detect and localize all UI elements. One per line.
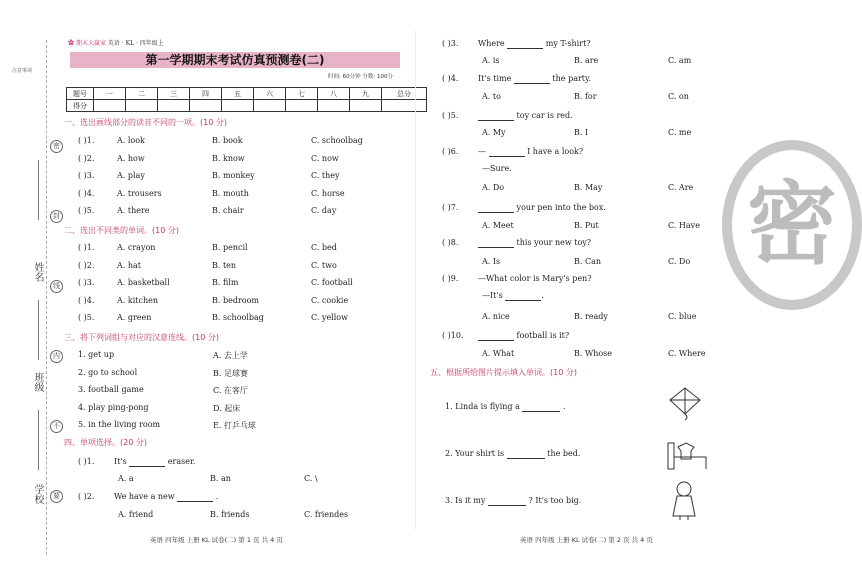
option-a[interactable]: A. trousers [117,188,162,198]
score-cell: 八 [318,88,350,100]
question-number[interactable]: ( )1. [78,457,95,466]
score-cell: 五 [222,88,254,100]
star-icon: ✿ [68,40,75,47]
option-a[interactable]: A. Meet [482,221,514,230]
name-line [38,160,39,220]
question-number[interactable]: ( )1. [78,136,95,145]
match-meaning[interactable]: C. 在客厅 [213,386,248,396]
option-c[interactable]: C. Where [668,349,706,358]
option-a[interactable]: A. Is [482,257,501,266]
stem-text: . [562,402,566,411]
reply-text: —Sure. [482,164,512,173]
score-cell: 三 [158,88,190,100]
question-number[interactable]: ( )10. [442,331,464,340]
option-b[interactable]: B. book [212,136,243,145]
seal-circle: 密 [50,140,63,153]
option-a[interactable]: A. Do [482,183,505,192]
question-stem [478,39,591,49]
score-input[interactable] [286,100,318,112]
stem-text: It's time [478,74,512,83]
option-b[interactable]: B. know [212,153,245,163]
score-cell: 六 [254,88,286,100]
score-cell: 九 [350,88,382,100]
option-c[interactable]: C. on [668,92,689,101]
score-input[interactable] [382,100,427,112]
stem-text: ? It's too big. [528,496,582,505]
fill-line [445,496,581,506]
seal-circle: 内 [50,350,63,363]
score-table [66,87,427,112]
question-number[interactable]: ( )2. [78,153,95,163]
option-b[interactable]: B. bedroom [212,295,259,305]
option-c[interactable]: C. they [311,171,340,181]
option-b[interactable]: B. for [574,92,597,101]
score-cell: 四 [190,88,222,100]
option-a[interactable]: A. there [117,206,150,216]
question-number[interactable]: ( )4. [442,74,459,83]
question-number[interactable]: ( )2. [78,260,95,270]
answer-blank[interactable] [478,238,514,248]
score-input[interactable] [126,100,158,112]
question-stem [478,331,569,341]
question-stem [478,111,573,121]
stem-text: . [215,492,219,501]
option-a[interactable]: A. play [117,171,145,181]
question-number[interactable]: ( )9. [442,274,459,283]
option-c[interactable]: C. Have [668,221,700,230]
option-b[interactable]: B. mouth [212,188,249,198]
answer-blank[interactable] [177,492,213,502]
answer-blank[interactable] [522,402,560,412]
footer-left: 英语 四年级 上册 KL 试卷(二) 第 1 页 共 4 页 [150,536,283,544]
option-c[interactable]: C. football [311,278,353,288]
seal-dashed-line [46,40,47,555]
option-c[interactable]: C. Are [668,183,694,192]
answer-blank[interactable] [507,449,545,459]
option-a[interactable]: A. hat [117,260,141,270]
option-b[interactable]: B. an [210,474,231,483]
match-meaning[interactable]: E. 打乒乓球 [213,421,256,431]
option-a[interactable]: A. crayon [117,243,156,252]
stem-text: 3. Is it my [445,496,486,505]
option-a[interactable]: A. friend [118,510,154,519]
score-cell: 总分 [382,88,427,100]
answer-blank[interactable] [489,147,525,157]
match-meaning[interactable]: B. 足球赛 [213,368,248,378]
answer-blank[interactable] [514,74,550,84]
option-b[interactable]: B. ten [212,260,237,270]
time-info: 时间: 60分钟 分数: 100分 [328,74,393,80]
option-c[interactable]: C. horse [311,188,345,198]
girl-picture [670,480,698,520]
notice-title: 注意事项 [12,68,33,74]
page-title: 第一学期期末考试仿真预测卷(二) [145,53,325,67]
option-a[interactable]: A. nice [482,312,510,321]
badge-text: 期末大赢家 [75,40,106,47]
answer-blank[interactable] [505,291,541,301]
option-c[interactable]: C. schoolbag [311,136,363,145]
option-a[interactable]: A. green [117,313,152,323]
option-b[interactable]: B. Can [574,257,602,266]
match-meaning[interactable]: D. 起床 [213,403,241,413]
reply-text: —It's [482,291,503,300]
option-c[interactable]: C. \ [304,474,318,483]
question-number[interactable]: ( )3. [442,39,459,48]
option-b[interactable]: B. Put [574,221,599,230]
header-badge [68,38,164,47]
section-5-heading: 五、根据所给图片提示填入单词。(10 分) [430,368,577,377]
option-b[interactable]: B. are [574,56,599,65]
option-c[interactable]: C. now [311,153,339,163]
question-stem [478,274,592,283]
option-c[interactable]: C. am [668,56,692,65]
option-b[interactable]: B. ready [574,312,608,321]
option-a[interactable]: A. look [117,136,145,145]
stem-text: football is it? [516,331,570,340]
option-b[interactable]: B. film [212,278,239,288]
stem-text: It's [114,457,127,466]
match-meaning[interactable]: A. 去上学 [213,351,248,360]
section-2-heading: 二、选出不同类的单词。(10 分) [64,226,179,235]
option-a[interactable]: A. kitchen [117,295,159,305]
class-label: 班级 [32,372,43,392]
score-cell: 二 [126,88,158,100]
option-c[interactable]: C. two [311,260,337,270]
stem-text: I have a look? [527,147,584,156]
question-stem [478,147,583,157]
option-c[interactable]: C. day [311,206,337,216]
match-phrase[interactable]: 4. play ping-pong [78,402,149,412]
fill-line [445,449,580,459]
question-stem [478,203,606,213]
question-stem [478,238,591,248]
score-cell: 七 [286,88,318,100]
bed-shirt-picture [666,437,710,473]
stem-text: — [478,147,486,156]
question-number[interactable]: ( )4. [78,295,95,305]
match-phrase[interactable]: 2. go to school [78,367,138,377]
stem-text: your pen into the box. [516,203,606,212]
stem-text: this your new toy? [516,238,592,247]
subject-line: 英语 · KL · 四年级上 [107,40,164,47]
option-b[interactable]: B. monkey [212,171,255,181]
option-b[interactable]: B. schoolbag [212,313,264,323]
option-a[interactable]: A. What [482,349,515,358]
seal-stamp: 密 [722,140,862,310]
stem-text: the bed. [547,449,581,458]
option-c[interactable]: C. me [668,128,692,137]
answer-blank[interactable] [478,111,514,121]
option-c[interactable]: C. blue [668,312,697,321]
option-c[interactable]: C. Do [668,257,691,266]
option-b[interactable]: B. chair [212,206,244,216]
answer-blank[interactable] [478,331,514,341]
stem-text: 2. Your shirt is [445,449,505,458]
stem-text: —What color is Mary's pen? [478,274,592,283]
score-input[interactable] [254,100,286,112]
question-stem [478,74,591,84]
option-b[interactable]: B. pencil [212,243,248,252]
class-line [38,300,39,360]
question-number[interactable]: ( )5. [442,111,459,120]
section-1-heading: 一、选出画线部分的读音不同的一项。(10 分) [64,118,227,127]
option-a[interactable]: A. is [482,56,500,65]
option-c[interactable]: C. yellow [311,313,348,323]
question-number[interactable]: ( )4. [78,188,95,198]
option-c[interactable]: C. cookie [311,295,349,305]
question-number[interactable]: ( )6. [442,147,459,156]
score-row-label: 得分 [67,100,94,112]
fill-line [445,402,565,412]
score-input[interactable] [190,100,222,112]
answer-blank[interactable] [478,203,514,213]
option-a[interactable]: A. to [482,92,501,101]
question-number[interactable]: ( )8. [442,238,459,247]
stem-text: toy car is red. [516,111,573,120]
question-number[interactable]: ( )1. [78,243,95,252]
kite-picture [668,386,702,420]
answer-blank[interactable] [507,39,543,49]
reply-line [482,291,544,301]
stem-text: Where [478,39,505,48]
score-input[interactable] [158,100,190,112]
question-stem [114,457,195,467]
seal-circle: 要 [50,490,63,503]
school-line [38,410,39,470]
seal-circle: 线 [50,280,63,293]
score-input[interactable] [222,100,254,112]
score-cell: 题号 [67,88,94,100]
section-3-heading: 三、将下列词组与对应的汉意连线。(10 分) [64,333,219,342]
match-phrase[interactable]: 5. in the living room [78,420,161,430]
option-a[interactable]: A. My [482,128,506,137]
score-cell: 一 [94,88,126,100]
option-b[interactable]: B. I [574,128,589,137]
stem-text: 1. Linda is flying a [445,402,520,411]
name-label: 姓名 [32,262,43,282]
stem-text: We have a new [114,492,175,501]
score-input[interactable] [94,100,126,112]
question-number[interactable]: ( )7. [442,203,459,212]
question-number[interactable]: ( )3. [78,171,95,181]
question-number[interactable]: ( )5. [78,206,95,216]
seal-circle: 封 [50,210,63,223]
stem-text: the party. [552,74,591,83]
score-header-row [67,88,427,100]
score-input[interactable] [350,100,382,112]
question-number[interactable]: ( )3. [78,278,95,288]
score-value-row [67,100,427,112]
option-b[interactable]: B. friends [210,510,250,519]
footer-right: 英语 四年级 上册 KL 试卷(二) 第 2 页 共 4 页 [520,536,653,544]
page-divider [415,30,416,530]
stem-text: my T-shirt? [545,39,591,48]
section-4-heading: 四、单项选择。(20 分) [64,438,147,447]
seal-circle: 不 [50,420,63,433]
match-phrase[interactable]: 3. football game [78,385,144,395]
score-input[interactable] [318,100,350,112]
reply-text: . [541,291,544,300]
match-phrase[interactable]: 1. get up [78,350,115,359]
question-stem [114,492,218,502]
answer-blank[interactable] [488,496,526,506]
option-a[interactable]: A. basketball [117,278,170,288]
stem-text: eraser. [167,457,196,466]
option-c[interactable]: C. friendes [304,510,349,519]
option-b[interactable]: B. May [574,183,603,192]
option-c[interactable]: C. bed [311,243,337,252]
question-number[interactable]: ( )5. [78,313,95,323]
option-b[interactable]: B. Whose [574,349,612,358]
option-a[interactable]: A. a [118,474,134,483]
option-a[interactable]: A. how [117,153,145,163]
answer-blank[interactable] [129,457,165,467]
question-number[interactable]: ( )2. [78,492,95,501]
school-label: 学校 [32,484,43,504]
